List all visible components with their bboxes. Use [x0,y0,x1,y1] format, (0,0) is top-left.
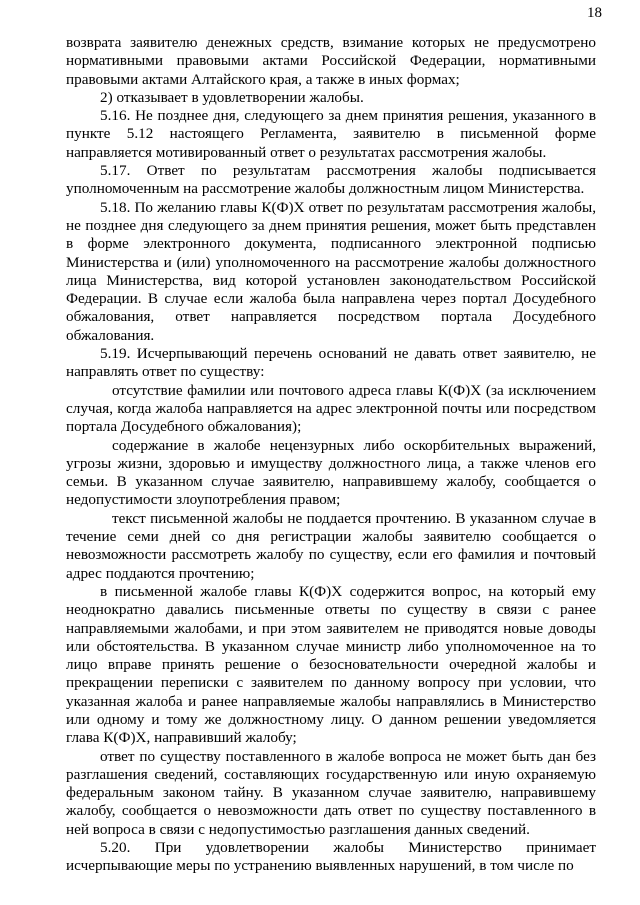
paragraph: 5.20. При удовлетворении жалобы Министерство принимает исчерпывающие меры по устранению выявленных нарушений, в том числе по [66,839,596,875]
paragraph: 5.16. Не позднее дня, следующего за днем принятия решения, указанного в пункте 5.12 настоящего Регламента, заявителю в письменной форме направляется мотивированный ответ о результатах рассмотрения жалобы. [66,107,596,161]
paragraph: отсутствие фамилии или почтового адреса главы К(Ф)Х (за исключением случая, когда жалоба направляется на адрес электронной почты или посредством портала Досудебного обжалования); [66,381,596,436]
paragraph: текст письменной жалобы не поддается прочтению. В указанном случае в течение семи дней со дня регистрации жалобы заявителю сообщается о невозможности рассмотреть жалобу по существу, если его фамилия и почтовый адрес поддаются прочтению; [66,509,596,582]
paragraph: 5.17. Ответ по результатам рассмотрения жалобы подписывается уполномоченным на рассмотрение жалобы должностным лицом Министерства. [66,162,596,198]
paragraph: ответ по существу поставленного в жалобе вопроса не может быть дан без разглашения сведений, составляющих государственную или иную охраняемую федеральным законом тайну. В указанном случае заявителю, направившему жалобу, сообщается о невозможности дать ответ по существу поставленного в ней вопроса в связи с недопустимостью разглашения данных сведений. [66,747,596,838]
paragraph: 2) отказывает в удовлетворении жалобы. [100,88,364,106]
paragraph: 5.18. По желанию главы К(Ф)Х ответ по результатам рассмотрения жалобы, не позднее дня следующего за днем принятия решения, может быть представлен в форме электронного документа, подписанного электронной подписью Министерства и (или) уполномоченного на рассмотрение жалобы должностного лица Министерства, вид которой установлен законодательством Российской Федерации. В случае если жалоба была направлена через портал Досудебного обжалования, ответ направляется посредством портала Досудебного обжалования. [66,198,596,344]
paragraph: в письменной жалобе главы К(Ф)Х содержится вопрос, на который ему неоднократно давались письменные ответы по существу в связи с ранее направляемыми жалобами, и при этом заявителем не приводятся новые доводы или обстоятельства. В указанном случае министр либо уполномоченное на то лицо вправе принять решение о безосновательности очередной жалобы и прекращении переписки с заявителем по данному вопросу при условии, что указанная жалоба и ранее направляемые жалобы направлялись в Министерство или одному и тому же должностному лицу. О данном решении уведомляется глава К(Ф)Х, направивший жалобу; [66,582,596,747]
paragraph: возврата заявителю денежных средств, взимание которых не предусмотрено нормативными правовыми актами Российской Федерации, нормативными правовыми актами Алтайского края, а также в иных формах; [66,34,596,88]
page-number: 18 [587,5,602,21]
document-body [66,34,596,876]
paragraph: 5.19. Исчерпывающий перечень оснований не давать ответ заявителю, не направлять ответ по существу: [66,345,596,381]
paragraph: содержание в жалобе нецензурных либо оскорбительных выражений, угрозы жизни, здоровью и имуществу должностного лица, а также членов его семьи. В указанном случае заявителю, направившему жалобу, сообщается о недопустимости злоупотребления правом; [66,436,596,509]
